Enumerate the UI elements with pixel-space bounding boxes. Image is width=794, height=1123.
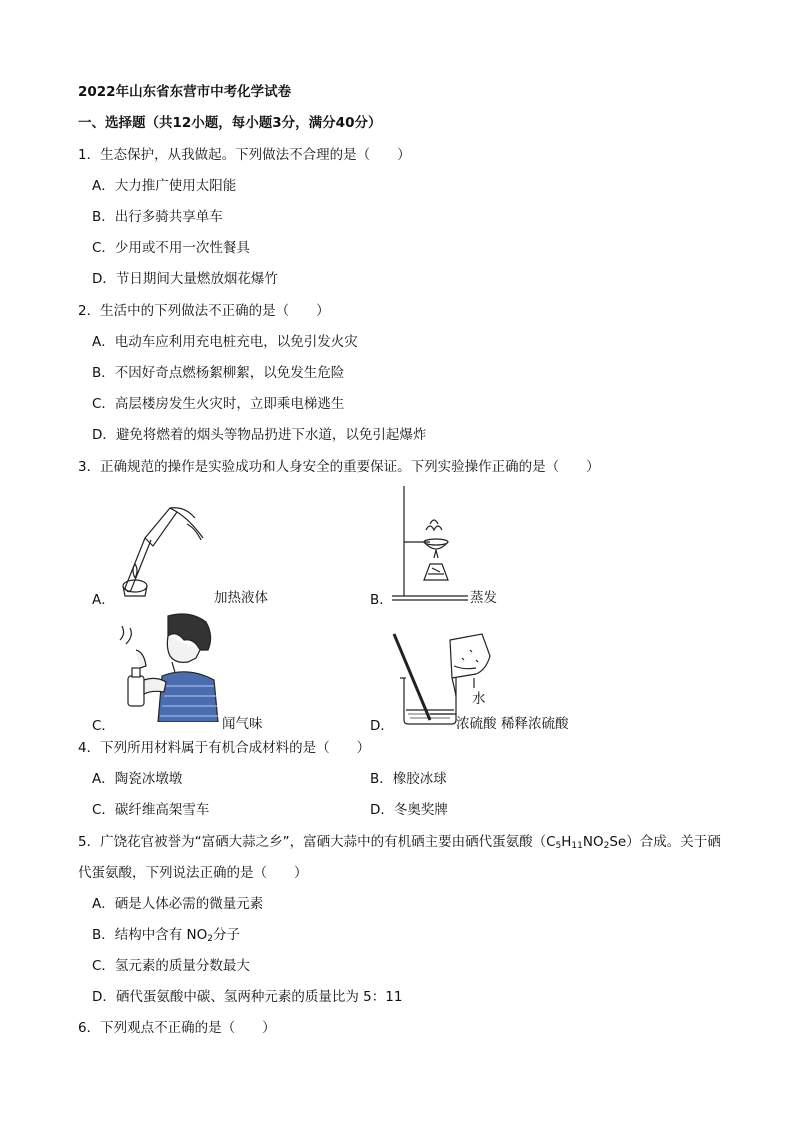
q5-stem-text-3: NO — [582, 834, 604, 850]
q4-option-c: C．碳纤维高架雪车 — [92, 802, 210, 818]
question-6-stem: 6．下列观点不正确的是（ ） — [78, 1020, 276, 1036]
figure-c-caption: 闻气味 — [222, 716, 263, 732]
q2-option-c: C．高层楼房发生火灾时，立即乘电梯逃生 — [92, 396, 345, 412]
section-heading: 一、选择题（共12小题，每小题3分，满分40分） — [78, 115, 382, 131]
q5-option-b — [92, 926, 240, 948]
figure-b-caption: 蒸发 — [470, 590, 497, 606]
exam-title: 2022年山东省东营市中考化学试卷 — [78, 84, 292, 100]
q5-subscript-1: 5 — [555, 841, 562, 851]
figure-a-caption: 加热液体 — [214, 590, 268, 606]
figure-d-acid-label: 浓硫酸 — [456, 716, 497, 732]
figure-d-letter: D． — [370, 718, 394, 734]
q4-option-b: B．橡胶冰球 — [370, 771, 447, 787]
smelling-gas-figure — [110, 610, 222, 722]
question-2-stem: 2．生活中的下列做法不正确的是（ ） — [78, 303, 330, 319]
question-3-stem: 3．正确规范的操作是实验成功和人身安全的重要保证。下列实验操作正确的是（ ） — [78, 459, 600, 475]
q1-option-a: A．大力推广使用太阳能 — [92, 178, 237, 194]
q5-option-c: C．氢元素的质量分数最大 — [92, 958, 250, 974]
q2-option-d: D．避免将燃着的烟头等物品扔进下水道，以免引起爆炸 — [92, 427, 427, 443]
q5-option-b-text-2: 分子 — [213, 927, 241, 943]
q4-option-d: D．冬奥奖牌 — [370, 802, 448, 818]
q5-stem-text-4: Se）合成。关于硒 — [609, 834, 721, 850]
q1-option-c: C．少用或不用一次性餐具 — [92, 240, 250, 256]
q5-stem-text-2: H — [561, 834, 572, 850]
figure-b-letter: B． — [370, 592, 393, 608]
figure-d-caption: 稀释浓硫酸 — [501, 716, 569, 732]
heating-liquid-figure — [115, 498, 215, 598]
figure-a-letter: A． — [92, 592, 115, 608]
q5-option-b-subscript: 2 — [207, 934, 214, 944]
question-5-stem-line1 — [78, 833, 721, 855]
q5-option-d: D．硒代蛋氨酸中碳、氢两种元素的质量比为 5：11 — [92, 989, 403, 1005]
question-5-stem-line2: 代蛋氨酸，下列说法正确的是（ ） — [78, 865, 308, 881]
figure-c-letter: C． — [92, 718, 115, 734]
q4-option-a: A．陶瓷冰墩墩 — [92, 771, 183, 787]
q2-option-b: B．不因好奇点燃杨絮柳絮，以免发生危险 — [92, 365, 345, 381]
q5-subscript-3: 2 — [603, 841, 610, 851]
q5-stem-text-1: 5．广饶花官被誉为“富硒大蒜之乡”，富硒大蒜中的有机硒主要由硒代蛋氨酸（C — [78, 834, 556, 850]
q5-option-a: A．硒是人体必需的微量元素 — [92, 896, 264, 912]
q2-option-a: A．电动车应利用充电桩充电，以免引发火灾 — [92, 334, 358, 350]
q5-option-b-text-1: B．结构中含有 NO — [92, 927, 208, 943]
question-4-stem: 4．下列所用材料属于有机合成材料的是（ ） — [78, 740, 371, 756]
q1-option-b: B．出行多骑共享单车 — [92, 209, 223, 225]
question-1-stem: 1．生态保护，从我做起。下列做法不合理的是（ ） — [78, 147, 411, 163]
q1-option-d: D．节日期间大量燃放烟花爆竹 — [92, 271, 278, 287]
figure-d-water-label: 水 — [472, 691, 486, 707]
q5-subscript-2: 11 — [571, 841, 583, 851]
evaporation-figure — [390, 484, 480, 604]
